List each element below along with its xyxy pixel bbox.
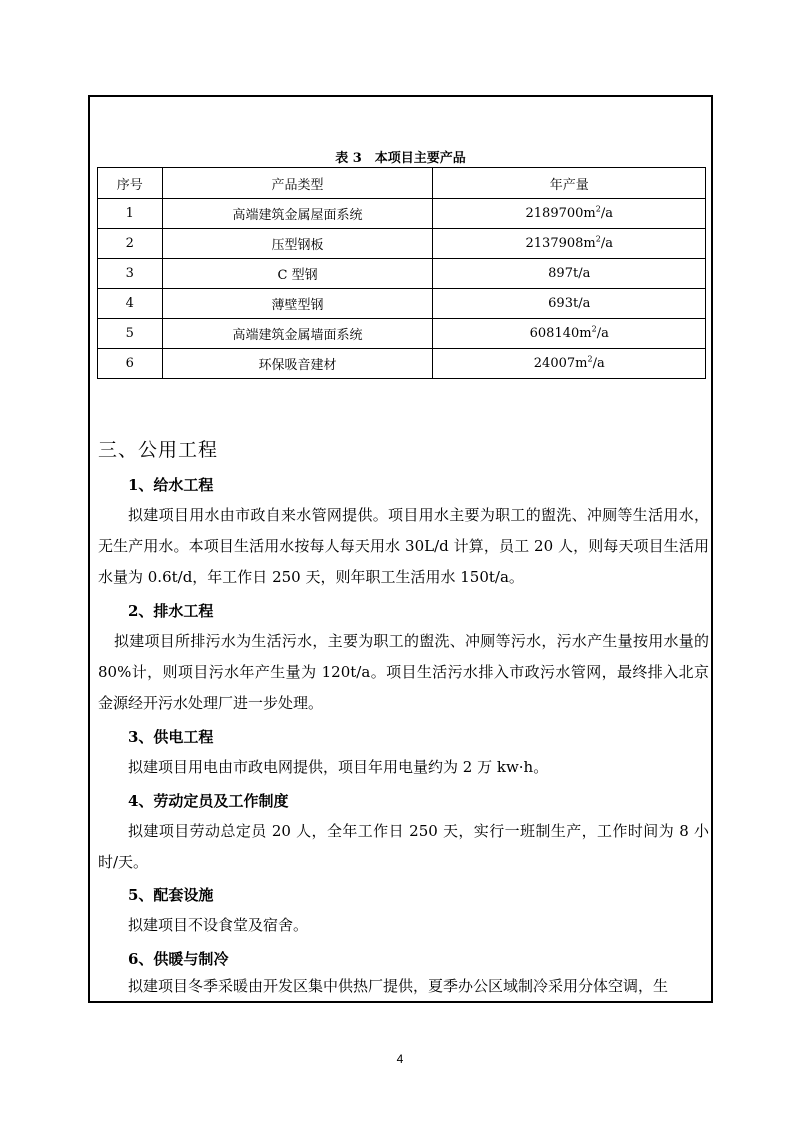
- paragraph-staffing: 拟建项目劳动总定员 20 人，全年工作日 250 天，实行一班制生产，工作时间为 8 小时/天。: [98, 822, 709, 871]
- row-no: 3: [98, 259, 163, 289]
- paragraph-facilities: 拟建项目不设食堂及宿舍。: [128, 916, 309, 934]
- row-no: 1: [98, 199, 163, 229]
- row-no: 5: [98, 319, 163, 349]
- row-no: 6: [98, 349, 163, 379]
- paragraph-drainage: 拟建项目所排污水为生活污水，主要为职工的盥洗、冲厕等污水，污水产生量按用水量的 80%计，则项目污水年产生量为 120t/a。项目生活污水排入市政污水管网，最终排入北京金源经开污水处理厂进一步处理。: [98, 632, 709, 712]
- table-row: [98, 349, 706, 379]
- paragraph-heating-cooling: 拟建项目冬季采暖由开发区集中供热厂提供，夏季办公区域制冷采用分体空调，生: [128, 977, 669, 995]
- row-amount: $608140m^2/a$: [433, 319, 706, 349]
- products-table: [97, 167, 706, 379]
- row-amount: $2189700m^2/a$: [433, 199, 706, 229]
- table-row: [98, 289, 706, 319]
- subsection-title-water-supply: 1、给水工程: [128, 476, 214, 494]
- content-frame: [88, 95, 713, 1003]
- row-type: 高端建筑金属屋面系统: [162, 199, 433, 229]
- table-header-row: [98, 168, 706, 199]
- paragraph-power: 拟建项目用电由市政电网提供，项目年用电量约为 2 万 kw·h。: [128, 758, 549, 776]
- row-type: 高端建筑金属墙面系统: [162, 319, 433, 349]
- subsection-title-facilities: 5、配套设施: [128, 886, 214, 904]
- row-amount: 693t/a: [433, 289, 706, 319]
- header-amount: 年产量: [433, 168, 706, 199]
- row-amount: $2137908m^2/a$: [433, 229, 706, 259]
- table-row: [98, 259, 706, 289]
- table-row: [98, 319, 706, 349]
- row-no: 4: [98, 289, 163, 319]
- subsection-title-heating-cooling: 6、供暖与制冷: [128, 950, 229, 968]
- subsection-title-staffing: 4、劳动定员及工作制度: [128, 792, 289, 810]
- table-row: [98, 229, 706, 259]
- subsection-title-drainage: 2、排水工程: [128, 602, 214, 620]
- table-caption: 表 3 本项目主要产品: [335, 151, 466, 166]
- header-no: 序号: [98, 168, 163, 199]
- subsection-title-power: 3、供电工程: [128, 728, 214, 746]
- header-type: 产品类型: [162, 168, 433, 199]
- row-type: 环保吸音建材: [162, 349, 433, 379]
- row-type: 压型钢板: [162, 229, 433, 259]
- row-type: C 型钢: [162, 259, 433, 289]
- section-title: 三、公用工程: [98, 439, 219, 461]
- row-type: 薄壁型钢: [162, 289, 433, 319]
- row-amount: $24007m^2/a$: [433, 349, 706, 379]
- paragraph-water-supply: 拟建项目用水由市政自来水管网提供。项目用水主要为职工的盥洗、冲厕等生活用水，无生产用水。本项目生活用水按每人每天用水 30L/d 计算，员工 20 人，则每天项目生活用水量为 0.6t/d，年工作日 250 天，则年职工生活用水 150t/a。: [98, 506, 709, 586]
- row-amount: 897t/a: [433, 259, 706, 289]
- page-number: 4: [396, 1052, 404, 1066]
- table-row: [98, 199, 706, 229]
- row-no: 2: [98, 229, 163, 259]
